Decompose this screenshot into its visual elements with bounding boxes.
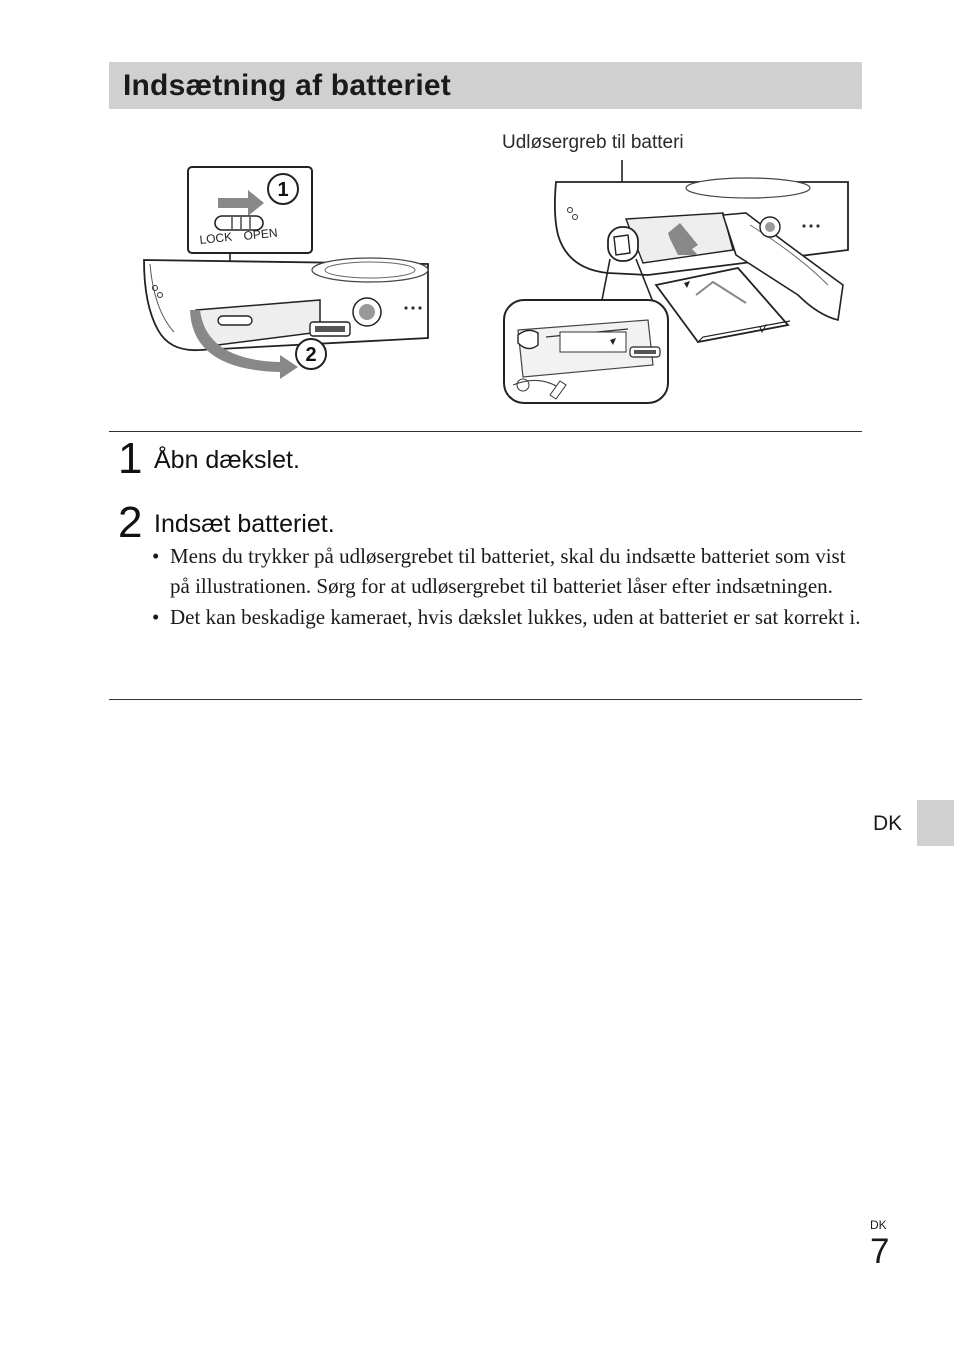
step-circle-1: 1 <box>277 179 289 201</box>
step-2-number: 2 <box>118 498 143 547</box>
instruction-list <box>152 541 862 633</box>
page-number: 7 <box>870 1232 890 1271</box>
top-divider <box>109 431 862 432</box>
step-1-text: Åbn dækslet. <box>154 446 300 474</box>
language-tab <box>917 800 954 846</box>
lock-label: LOCK <box>198 229 233 247</box>
battery-lever-callout: Udløsergreb til batteri <box>502 132 684 153</box>
bottom-divider <box>109 699 862 700</box>
page-language: DK <box>870 1218 887 1232</box>
insert-battery-illustration <box>498 155 853 410</box>
bullet-text: Mens du trykker på udløsergrebet til batteriet, skal du indsætte batteriet som vist på illustrationen. Sørg for at udløsergrebet til batteriet låser efter indsætningen. <box>170 544 846 598</box>
bullet-text: Det kan beskadige kameraet, hvis dækslet lukkes, uden at batteriet er sat korrekt i. <box>170 605 861 629</box>
list-item: • Mens du trykker på udløsergrebet til batteriet, skal du indsætte batteriet som vist på illustrationen. Sørg for at udløsergrebet til batteriet låser efter indsætningen. <box>152 544 846 598</box>
open-cover-illustration <box>140 160 430 400</box>
step-2-text: Indsæt batteriet. <box>154 510 335 538</box>
open-label: OPEN <box>242 225 279 243</box>
step-circle-2: 2 <box>305 344 317 366</box>
page-title: Indsætning af batteriet <box>123 68 451 102</box>
step-1-number: 1 <box>118 434 143 483</box>
language-tab-label: DK <box>873 812 903 835</box>
list-item: • Det kan beskadige kameraet, hvis dækslet lukkes, uden at batteriet er sat korrekt i. <box>152 605 861 629</box>
section-header <box>109 62 862 109</box>
